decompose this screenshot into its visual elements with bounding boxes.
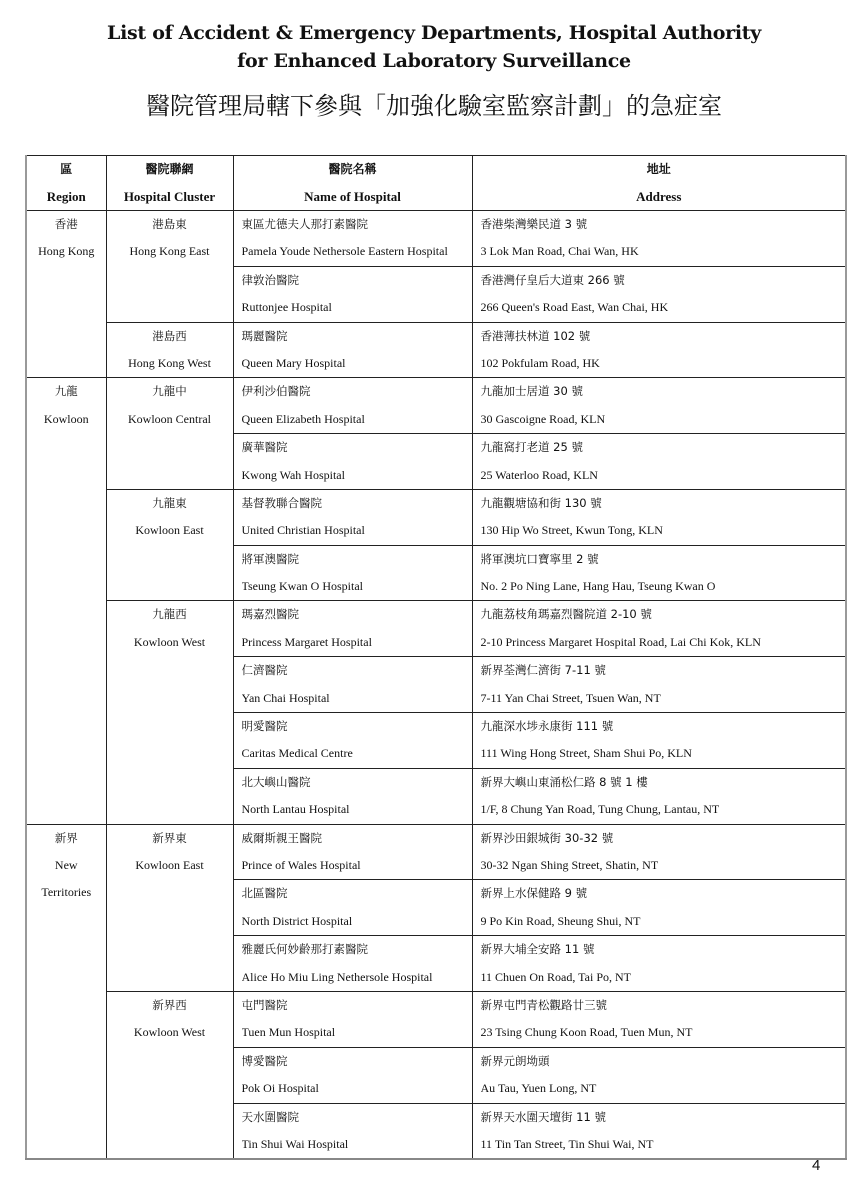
title-line-2: for Enhanced Laboratory Surveillance	[237, 50, 631, 72]
title-line-1: List of Accident & Emergency Departments, Hospital Authority	[107, 22, 761, 44]
cluster-cell	[106, 601, 233, 824]
cluster-cell	[106, 489, 233, 601]
address-en: 111 Wing Hong Street, Sham Shui Po, KLN	[480, 746, 692, 761]
address-en: 266 Queen's Road East, Wan Chai, HK	[480, 300, 669, 315]
cluster-name-en: Kowloon West	[133, 1025, 206, 1040]
address-cell	[472, 489, 846, 545]
address-en: 2-10 Princess Margaret Hospital Road, Lai Chi Kok, KLN	[480, 634, 761, 649]
address-zh: 新界沙田銀城街 30-32 號	[480, 830, 614, 845]
address-zh: 新界元朗坳頭	[480, 1053, 550, 1068]
hospital-name-en: Queen Elizabeth Hospital	[241, 411, 365, 426]
hospital-name-zh: 基督教聯合醫院	[241, 495, 322, 510]
hospital-name-en: United Christian Hospital	[241, 523, 365, 538]
address-en: 1/F, 8 Chung Yan Road, Tung Chung, Lantau, NT	[480, 802, 720, 817]
address-en: 102 Pokfulam Road, HK	[480, 355, 600, 370]
hospital-name-en: Tseung Kwan O Hospital	[241, 579, 363, 594]
address-cell	[472, 601, 846, 657]
hospital-name-en: Tin Shui Wai Hospital	[241, 1136, 349, 1151]
hospital-name-en: North Lantau Hospital	[241, 802, 350, 817]
hospital-name-en: North District Hospital	[241, 913, 353, 928]
table-row	[26, 991, 846, 1047]
address-cell	[472, 768, 846, 824]
address-zh: 香港灣仔皇后大道東 266 號	[480, 272, 625, 287]
cluster-name-zh: 九龍東	[152, 495, 187, 510]
header-address	[472, 156, 846, 211]
table-row	[26, 824, 846, 880]
hospital-name-en: Kwong Wah Hospital	[241, 467, 345, 482]
region-name-zh: 香港	[54, 217, 78, 231]
address-zh: 新界荃灣仁濟街 7-11 號	[480, 663, 606, 678]
hospital-name-cell	[233, 322, 472, 378]
address-zh: 新界大嶼山東涌松仁路 8 號 1 樓	[480, 774, 648, 789]
hospital-name-en: Yan Chai Hospital	[241, 690, 330, 705]
cluster-name-zh: 九龍西	[152, 607, 187, 622]
address-cell	[472, 713, 846, 769]
address-en: Au Tau, Yuen Long, NT	[480, 1081, 597, 1096]
hospital-table	[25, 155, 847, 1160]
hospital-name-zh: 將軍澳醫院	[241, 551, 299, 566]
cluster-cell	[106, 322, 233, 378]
hospital-name-zh: 雅麗氏何妙齡那打素醫院	[241, 942, 368, 957]
header-region	[26, 156, 106, 211]
cluster-name-zh: 九龍中	[152, 384, 187, 399]
address-en: 23 Tsing Chung Koon Road, Tuen Mun, NT	[480, 1025, 693, 1040]
region-name-en: Kowloon	[43, 411, 89, 426]
hospital-name-zh: 廣華醫院	[241, 440, 288, 455]
address-zh: 九龍觀塘協和街 130 號	[480, 495, 602, 510]
cluster-name-zh: 新界西	[152, 997, 187, 1012]
cluster-name-en: Kowloon East	[135, 523, 204, 538]
hospital-name-cell	[233, 601, 472, 657]
address-cell	[472, 991, 846, 1047]
table-row	[26, 601, 846, 657]
address-cell	[472, 880, 846, 936]
region-name-en: New	[54, 857, 78, 872]
region-cell	[26, 824, 106, 1159]
hospital-name-cell	[233, 936, 472, 992]
region-name-zh: 新界	[54, 830, 78, 845]
hospital-name-zh: 東區尤德夫人那打素醫院	[241, 217, 368, 231]
hospital-name-cell	[233, 657, 472, 713]
title-chinese: 醫院管理局轄下參與「加強化驗室監察計劃」的急症室	[146, 92, 722, 120]
hospital-name-en: Tuen Mun Hospital	[241, 1025, 336, 1040]
hospital-name-cell	[233, 991, 472, 1047]
table-row	[26, 211, 846, 267]
address-cell	[472, 434, 846, 490]
cluster-cell	[106, 378, 233, 490]
hospital-name-cell	[233, 713, 472, 769]
hospital-name-zh: 天水圍醫院	[241, 1109, 299, 1124]
cluster-name-en: Kowloon East	[135, 857, 204, 872]
address-en: No. 2 Po Ning Lane, Hang Hau, Tseung Kwan O	[480, 579, 716, 594]
hospital-name-en: Princess Margaret Hospital	[241, 634, 372, 649]
hospital-name-cell	[233, 1047, 472, 1103]
cluster-cell	[106, 991, 233, 1159]
hospital-name-zh: 北區醫院	[241, 886, 288, 901]
address-en: 130 Hip Wo Street, Kwun Tong, KLN	[480, 523, 663, 538]
region-name-en: Hong Kong	[38, 244, 95, 259]
header-cluster	[106, 156, 233, 211]
hospital-name-cell	[233, 880, 472, 936]
table-row	[26, 322, 846, 378]
hospital-name-zh: 伊利沙伯醫院	[241, 384, 311, 399]
hospital-name-en: Pamela Youde Nethersole Eastern Hospital	[241, 244, 448, 259]
header-name-zh: 醫院名稱	[328, 162, 377, 176]
hospital-name-cell	[233, 266, 472, 322]
cluster-name-en: Hong Kong East	[129, 244, 210, 259]
table-row	[26, 378, 846, 434]
address-en: 9 Po Kin Road, Sheung Shui, NT	[480, 913, 641, 928]
hospital-name-cell	[233, 378, 472, 434]
region-cell	[26, 211, 106, 378]
hospital-name-cell	[233, 211, 472, 267]
address-zh: 九龍荔枝角瑪嘉烈醫院道 2-10 號	[480, 607, 652, 622]
header-row	[26, 156, 846, 211]
hospital-name-zh: 瑪嘉烈醫院	[241, 607, 299, 622]
cluster-name-zh: 新界東	[152, 830, 187, 845]
address-cell	[472, 545, 846, 601]
address-en: 7-11 Yan Chai Street, Tsuen Wan, NT	[480, 690, 661, 705]
region-name-zh: 九龍	[54, 384, 78, 399]
address-cell	[472, 322, 846, 378]
hospital-name-cell	[233, 545, 472, 601]
region-name-en: Territories	[41, 885, 92, 900]
address-en: 11 Chuen On Road, Tai Po, NT	[480, 969, 631, 984]
address-zh: 九龍加士居道 30 號	[480, 384, 583, 399]
cluster-cell	[106, 824, 233, 991]
hospital-name-zh: 瑪麗醫院	[241, 328, 288, 343]
hospital-name-cell	[233, 434, 472, 490]
header-region-zh: 區	[60, 162, 73, 176]
hospital-name-zh: 明愛醫院	[241, 719, 288, 734]
hospital-name-cell	[233, 1103, 472, 1159]
hospital-name-cell	[233, 768, 472, 824]
hospital-name-zh: 仁濟醫院	[241, 663, 288, 678]
hospital-name-en: Prince of Wales Hospital	[241, 857, 361, 872]
header-address-en: Address	[636, 189, 682, 204]
hospital-name-zh: 博愛醫院	[241, 1053, 288, 1068]
address-cell	[472, 378, 846, 434]
cluster-name-en: Kowloon West	[133, 634, 206, 649]
hospital-name-en: Caritas Medical Centre	[241, 746, 353, 761]
address-cell	[472, 211, 846, 267]
hospital-name-zh: 律敦治醫院	[241, 272, 299, 287]
hospital-name-en: Queen Mary Hospital	[241, 355, 346, 370]
hospital-name-en: Ruttonjee Hospital	[241, 300, 332, 315]
header-cluster-en: Hospital Cluster	[123, 189, 216, 204]
address-en: 25 Waterloo Road, KLN	[480, 467, 598, 482]
hospital-name-cell	[233, 824, 472, 880]
address-cell	[472, 1103, 846, 1159]
address-zh: 香港柴灣樂民道 3 號	[480, 217, 588, 231]
hospital-name-en: Pok Oi Hospital	[241, 1081, 319, 1096]
address-en: 3 Lok Man Road, Chai Wan, HK	[480, 244, 639, 259]
address-zh: 新界天水圍天壇街 11 號	[480, 1109, 606, 1124]
header-name-en: Name of Hospital	[304, 189, 401, 204]
cluster-name-en: Kowloon Central	[128, 411, 211, 426]
hospital-name-zh: 威爾斯親王醫院	[241, 830, 322, 845]
cluster-cell	[106, 211, 233, 323]
address-zh: 九龍窩打老道 25 號	[480, 440, 583, 455]
address-zh: 將軍澳坑口寶寧里 2 號	[480, 551, 599, 566]
cluster-name-en: Hong Kong West	[128, 355, 211, 370]
address-cell	[472, 266, 846, 322]
hospital-name-zh: 屯門醫院	[241, 997, 288, 1012]
hospital-name-zh: 北大嶼山醫院	[241, 774, 311, 789]
address-zh: 九龍深水埗永康街 111 號	[480, 719, 614, 734]
address-cell	[472, 824, 846, 880]
address-zh: 新界上水保健路 9 號	[480, 886, 588, 901]
hospital-name-en: Alice Ho Miu Ling Nethersole Hospital	[241, 969, 433, 984]
address-zh: 新界屯門青松觀路廿三號	[480, 997, 607, 1012]
address-en: 30 Gascoigne Road, KLN	[480, 411, 606, 426]
hospital-name-cell	[233, 489, 472, 545]
header-address-zh: 地址	[646, 162, 671, 176]
table-row	[26, 489, 846, 545]
address-cell	[472, 1047, 846, 1103]
cluster-name-zh: 港島西	[152, 328, 187, 343]
address-zh: 香港薄扶林道 102 號	[480, 328, 591, 343]
address-en: 11 Tin Tan Street, Tin Shui Wai, NT	[480, 1136, 654, 1151]
address-cell	[472, 936, 846, 992]
region-cell	[26, 378, 106, 824]
address-cell	[472, 657, 846, 713]
address-zh: 新界大埔全安路 11 號	[480, 942, 595, 957]
header-region-en: Region	[46, 189, 86, 204]
address-en: 30-32 Ngan Shing Street, Shatin, NT	[480, 857, 659, 872]
header-name	[233, 156, 472, 211]
cluster-name-zh: 港島東	[152, 217, 187, 231]
page-number: 4	[812, 1157, 821, 1174]
header-cluster-zh: 醫院聯網	[145, 162, 194, 176]
